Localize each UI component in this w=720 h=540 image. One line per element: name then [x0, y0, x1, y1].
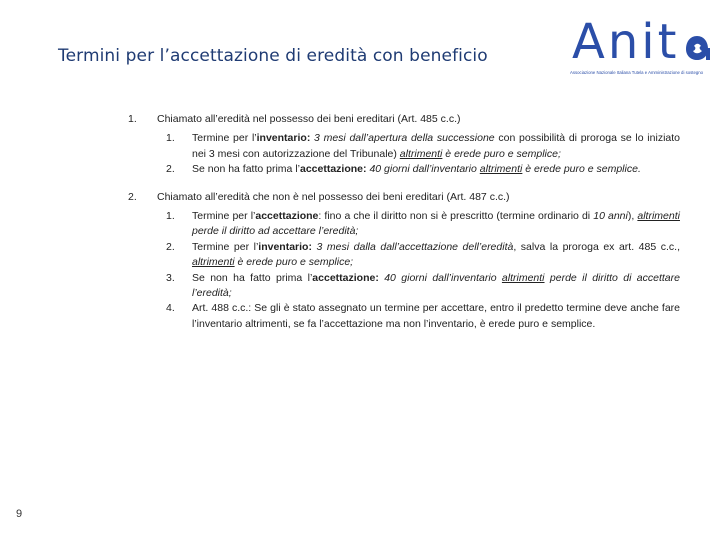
list-item — [128, 162, 680, 177]
section-heading — [128, 112, 680, 127]
list-item — [128, 271, 680, 302]
item-number: 2. — [166, 240, 175, 253]
item-number: 1. — [166, 210, 175, 223]
item-underline: altrimenti — [637, 210, 680, 223]
section-heading-text: Chiamato all’eredità nel possesso dei beni ereditari (Art. 485 c.c.) — [157, 113, 461, 125]
logo-word: Anit — [572, 14, 680, 70]
item-italic: 3 mesi dall’apertura della successione — [314, 132, 495, 145]
item-bold: inventario — [258, 240, 309, 253]
item-text: Se non ha fatto prima l’ — [192, 271, 313, 284]
page-number: 9 — [16, 508, 23, 520]
item-text: Termine per l’ — [192, 210, 256, 223]
item-number: 3. — [166, 271, 175, 284]
item-text: : fino a che il diritto non si è prescritto (termine ordinario di — [318, 210, 594, 223]
item-text: Art. 488 c.c.: Se gli è stato assegnato un termine per accettare, entro il predetto termine deve anche fare l’inventario altrimenti, se fa l’accettazione ma non l’inventario, è erede puro e semplice. — [192, 302, 680, 330]
item-underline: altrimenti — [479, 163, 523, 176]
section-heading-text: Chiamato all’eredità che non è nel possesso dei beni ereditari (Art. 487 c.c.) — [157, 190, 510, 203]
item-italic-end: è erede puro e semplice; — [442, 147, 561, 160]
list-item — [128, 301, 680, 332]
list-item — [128, 209, 680, 240]
item-bold-colon: : — [363, 163, 370, 176]
section-heading — [128, 190, 680, 205]
item-number: 1. — [166, 132, 175, 145]
section-1 — [128, 112, 680, 178]
section-1-list — [128, 131, 680, 177]
section-number: 2. — [128, 190, 137, 203]
item-text: ), — [627, 210, 638, 223]
item-italic: 40 giorni dall’inventario — [384, 271, 502, 284]
item-bold-colon: : — [306, 132, 315, 145]
item-underline: altrimenti — [192, 256, 235, 269]
section-number: 1. — [128, 113, 137, 125]
item-text: Se non ha fatto prima l’ — [192, 163, 300, 176]
item-number: 2. — [166, 163, 175, 176]
section-2-list — [128, 209, 680, 332]
item-text: con possibilità di proroga se lo iniziato nei 3 mesi con autorizzazione del Tribunale) — [192, 132, 680, 160]
list-item — [128, 240, 680, 271]
item-italic-end: perde il diritto di accettare l’eredità; — [192, 271, 680, 300]
item-underline: altrimenti — [501, 271, 545, 284]
item-underline: altrimenti — [399, 147, 443, 160]
item-number: 4. — [166, 302, 175, 315]
item-italic: 10 anni — [593, 210, 628, 223]
item-italic: 40 giorni dall’inventario — [369, 163, 480, 176]
list-item — [128, 131, 680, 162]
item-bold-colon: : — [308, 240, 317, 253]
item-text: Termine per l’ — [192, 240, 259, 253]
item-text: Termine per l’ — [192, 132, 257, 145]
page-title: Termini per l’accettazione di eredità con beneficio — [58, 46, 488, 66]
section-2 — [128, 190, 680, 333]
item-bold: accettazione — [299, 163, 364, 176]
anita-logo — [568, 14, 713, 78]
item-italic-end: perde il diritto ad accettare l’eredità; — [192, 225, 359, 238]
document-body — [128, 112, 680, 344]
item-italic-end: è erede puro e semplice. — [522, 163, 641, 176]
item-bold-colon: : — [375, 271, 385, 284]
item-bold: accettazione — [312, 271, 376, 284]
item-bold: accettazione — [255, 210, 319, 223]
item-italic-end: è erede puro e semplice; — [234, 256, 354, 269]
logo-tagline: Associazione Nazionale Italiana Tutela e Amministrazione di sostegno — [570, 70, 704, 75]
logo-a-mark-icon — [684, 34, 710, 62]
item-italic: 3 mesi dalla dall’accettazione dell’eredità — [316, 240, 514, 253]
item-text: , salva la proroga ex art. 485 c.c., — [513, 240, 681, 253]
item-bold: inventario — [256, 132, 307, 145]
